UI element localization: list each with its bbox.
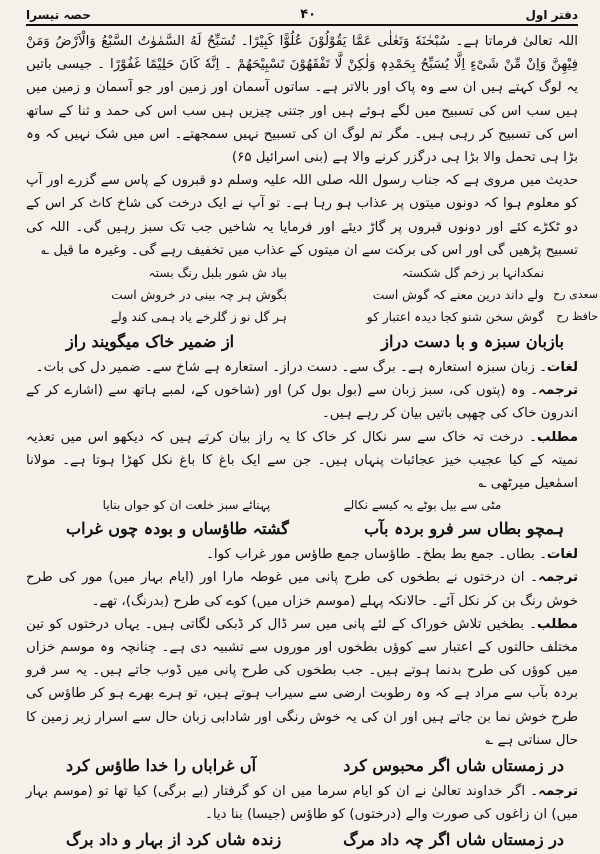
poem-line-3a: ہر گل نو ز گلرخے یاد ہمی کند ولے: [110, 310, 287, 325]
lughat-text: ۔ بطاں۔ جمع بط بطخ۔ طاؤساں جمع طاؤس مور غراب کوا۔: [206, 547, 547, 563]
poem-line-3b: گوش سخن شنو کجا دیدہ اعتبار کو: [366, 310, 544, 325]
tarjuma-text: ۔ وہ (پتوں کی، سبز زبان سے (بول بول کر) اور (شاخوں کے، لمبے ہاتھ سے (اشارے کر کے اندرون خاک کی چھپی باتیں بیان کر رہے ہیں۔: [26, 383, 578, 422]
book-part-label: دفتر اول: [525, 8, 578, 22]
verse-3: [26, 752, 578, 780]
lughat-1: [26, 356, 578, 379]
lughat-label: لغات: [546, 360, 578, 376]
ismail-couplet-first: مٹی سے بیل بوٹے یہ کیسے نکالے: [343, 498, 502, 513]
verse-4-first: در زمستاں شاں اگر چہ داد مرگ: [343, 830, 564, 850]
ismail-couplet-second: پہنائے سبز خلعت ان کو جواں بنایا: [102, 498, 271, 513]
poem-line-2b: ولے داند درین معنے کہ گوش است: [372, 288, 544, 303]
verse-3-first: در زمستاں شاں اگر محبوس کرد: [343, 756, 564, 776]
matlab-2: [26, 613, 578, 752]
tarjuma-label: ترجمہ: [538, 570, 578, 586]
verse-3-second: آں غراباں را خدا طاؤس کرد: [66, 756, 257, 776]
poem-block: [26, 262, 598, 328]
matlab-1: [26, 426, 578, 496]
tarjuma-2: [26, 566, 578, 612]
verse-1-second: از ضمیر خاک میگویند راز: [66, 332, 235, 352]
tarjuma-3: [26, 780, 578, 826]
tarjuma-1: [26, 379, 578, 425]
matlab-label: مطلب: [537, 429, 578, 445]
poet-note-saadi: سعدی رح: [553, 288, 598, 302]
tarjuma-text: ۔ ان درختوں نے بطخوں کی طرح پانی میں غوطہ مارا اور (ایام بہار میں) مور کی طرح خوش رنگ بن کر نکل آئے۔ حالانکہ پہلے (موسم خزاں میں) کوے کی طرح (بدرنگ)، تھے۔: [26, 570, 578, 609]
lughat-2: [26, 543, 578, 566]
tarjuma-label: ترجمہ: [538, 784, 578, 800]
page-number: ۴۰: [300, 7, 317, 22]
tarjuma-text: ۔ اگر خداوند تعالیٰ نے ان کو ایام سرما میں ان کو گرفتار (بے برگی) کیا تھا تو (موسم بہار میں) ان زاغوں کی صورت والے (درختوں) کو طاؤس (جیسا) بنا دیا۔: [26, 784, 578, 823]
matlab-text: ۔ بطخیں تلاش خوراک کے لئے پانی میں سر ڈال کر ڈبکی لگاتی ہیں۔ یہاں درختوں کو تین مختلف حالتوں کے اعتبار سے کوؤں بطخوں اور موروں سے تشبیہ دی ہے۔ چنانچہ وہ موسم خزاں میں کوؤں کی طرح بدنما ہوتے ہیں۔ جب بطخوں کی طرح پانی میں ڈوب جاتے ہیں۔ یہ سر فرو بردہ بآب سے مراد ہے کہ وہ رطوبت ارضی سے سیراب ہوتے ہیں، تو ہرے بھرے ہو کر طاؤس کی طرح خوش نما بن جاتے ہیں اور ان کی یہ خوش رنگی اور شادابی زبان حال سے اسرار زیر زمین کا حال سناتی ہے ؎: [26, 616, 578, 748]
lughat-text: ۔ زبان سبزہ استعارہ ہے۔ برگ سے۔ دست دراز۔ استعارہ ہے شاخ سے۔ ضمیر دل کی بات۔: [35, 360, 547, 376]
poem-line-1a: بیاد ش شور بلبل رنگ بستہ: [148, 266, 287, 281]
poem-line-2a: بگوش ہر چہ بینی در خروش است: [111, 288, 287, 303]
matlab-label: مطلب: [537, 616, 578, 632]
ismail-couplet: [26, 495, 578, 515]
matlab-text: ۔ درخت تہ خاک سے سر نکال کر خاک کا یہ راز بیان کرتے ہیں کہ دیکھو اس میں تعذیہ نمیتہ کے کیا عجیب خیز عجائبات پنہاں ہیں۔ جن سے ایک باغ کا باغ نکل کھڑا ہوتا ہے۔ مولانا اسمٰعیل میرٹھی ؎: [26, 429, 578, 492]
verse-4-second: زندہ شاں کرد از بہار و داد برگ: [66, 830, 282, 850]
verse-2-first: ہمچو بطاں سر فرو بردہ بآب: [364, 519, 564, 539]
poet-note-hafiz: حافظ رح: [556, 310, 598, 324]
lughat-label: لغات: [546, 547, 578, 563]
page-body: [26, 30, 598, 854]
hadith-paragraph: حدیث میں مروی ہے کہ جناب رسول اللہ صلی اللہ علیہ وسلم دو قبروں کے پاس سے گزرے اور آپ کو معلوم ہوا کہ دونوں میتوں پر عذاب ہو رہا ہے۔ تو آپ نے ایک درخت کی شاخ کاٹ کر اس کے دو ٹکڑے کئے اور دونوں قبروں پر گاڑ دیئے اور فرمایا یہ شاخیں جب تک سبز رہیں گی۔ اللہ کی تسبیح پڑھیں گی اور اس کی برکت سے ان میتوں کے عذاب میں تخفیف رہے گی۔ وغیرہ ما قیل ؎: [26, 173, 578, 258]
poem-line-1b: نمکدانہا بر زخم گل شکستہ: [401, 266, 544, 281]
verse-4: [26, 826, 578, 854]
verse-1-first: بازبان سبزہ و با دست دراز: [381, 332, 564, 352]
tarjuma-label: ترجمہ: [538, 383, 578, 399]
verse-1: [26, 328, 578, 356]
verse-2: [26, 515, 578, 543]
quran-paragraph: اللہ تعالیٰ فرماتا ہے۔ سُبْحٰنَهٗ وَتَعٰلٰی عَمَّا یَقُوْلُوْنَ عُلُوًّا کَبِیْرًا۔ تُسَبِّحُ لَهُ السَّمٰوٰتُ السَّبْعُ وَالْاَرْضُ وَمَنْ فِیْهِنَّ وَاِنْ مِّنْ شَیْءٍ اِلَّا یُسَبِّحُ بِحَمْدِهٖ وَلٰكِنْ لَّا تَفْقَهُوْنَ تَسْبِیْحَهُمْ ۔ اِنَّهٗ كَانَ حَلِیْمًا غَفُوْرًا ۔ جیسی باتیں یہ لوگ کہتے ہیں ان سے وہ پاک اور بالاتر ہے۔ ساتوں آسمان اور زمین اور جو آسمان و زمین میں ہیں سب اس کی تسبیح میں لگے ہوئے ہیں اور جتنی چیزیں ہیں سب اس کی حمد و ثنا کے ساتھ اس کی تسبیح کر رہی ہیں۔ مگر تم لوگ ان کی تسبیح نہیں سمجھتے۔ اس میں شک نہیں کہ وہ بڑا ہی تحمل والا بڑا ہی درگزر کرنے والا ہے (بنی اسرائیل ۶۵): [26, 34, 578, 166]
verse-2-second: گشتہ طاؤساں و بودہ چوں غراب: [66, 519, 289, 539]
page-header: [26, 4, 578, 26]
section-label: حصہ تیسرا: [26, 8, 91, 22]
